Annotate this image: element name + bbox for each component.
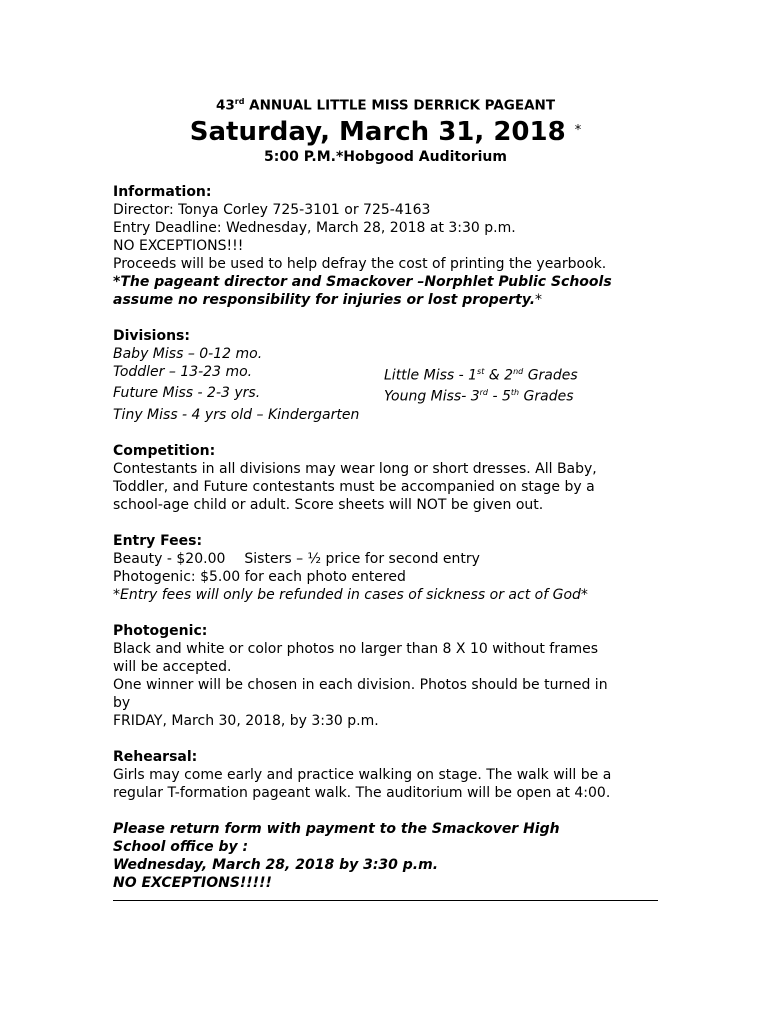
refund-policy: Entry fees will only be refunded in cases of sickness or act of God (120, 586, 581, 603)
fee-beauty: Beauty - $20.00 (113, 550, 226, 567)
photogenic-line-3: One winner will be chosen in each division. Photos should be turned in (113, 676, 608, 693)
disclaimer-asterisk: * (535, 291, 543, 308)
signature-rule (113, 900, 658, 901)
event-date-title (113, 116, 658, 147)
division-young-miss: Young Miss- 3rd - 5th Grades (384, 388, 574, 405)
pageant-flyer: 43rd ANNUAL LITTLE MISS DERRICK PAGEANT Saturday, March 31, 2018 * 5:00 P.M.*Hobgood Auditorium Information: Director: Tonya Corley 725-3101 or 725-4163 Entry Deadline: Wednesday, March 28, 2018 at 3:30 p.m. NO EXCEPTIONS!!! Proceeds will be used to help defray the cost of printing the yearbook. *The pageant director and Smackover –Norphlet Public Schools assume no responsibility for injuries or lost property.* Divisions: Baby Miss – 0-12 mo. Toddler – 13-23 mo. Little Miss - 1st & 2nd Grades Future Miss - 2-3 yrs. Young Miss- 3rd - 5th Grades Tiny Miss - 4 yrs old – Kindergarten Competition: Contestants in all divisions may wear long or short dresses. All Baby, Toddler, and Future contestants must be accompanied on stage by a school-age child or adult. Score sheets will NOT be given out. Entry Fees: Beauty - $20.00 Sisters – ½ price for second entry Photogenic: $5.00 for each photo entered *Entry fees will only be refunded in cases of sickness or act of God* Photogenic: Black and white or color photos no larger than 8 X 10 without frames will be accepted. One winner will be chosen in each division. Photos should be turned in by FRIDAY, March 30, 2018, by 3:30 p.m. Rehearsal: Girls may come early and practice walking on stage. The walk will be a regular T-formation pageant walk. The auditorium will be open at 4:00. Please return form with payment to the Smackover High School office by : Wednesday, March 28, 2018 by 3:30 p.m. NO EXCEPTIONS!!!!! (113, 92, 658, 892)
entry-deadline-line: Entry Deadline: Wednesday, March 28, 2018 at 3:30 p.m. (113, 219, 516, 236)
annual-superscript: rd (234, 97, 245, 106)
return-line-2: School office by : (113, 838, 249, 855)
event-time-place: 5:00 P.M.*Hobgood Auditorium (264, 148, 507, 165)
photogenic-line-4: by (113, 694, 131, 711)
rehearsal-line-1: Girls may come early and practice walking on stage. The walk will be a (113, 766, 612, 783)
competition-line-2: Toddler, and Future contestants must be accompanied on stage by a (113, 478, 595, 495)
division-little-miss: Little Miss - 1st & 2nd Grades (384, 366, 578, 384)
photogenic-line-2: will be accepted. (113, 658, 232, 675)
division-row-toddler-little (113, 363, 658, 385)
event-date: Saturday, March 31, 2018 (189, 116, 566, 147)
return-line-3: Wednesday, March 28, 2018 by 3:30 p.m. (113, 856, 439, 873)
photogenic-heading: Photogenic: (113, 622, 208, 639)
return-line-4: NO EXCEPTIONS!!!!! (113, 874, 272, 891)
divisions-heading: Divisions: (113, 327, 190, 344)
disclaimer-line-1: *The pageant director and Smackover –Norphlet Public Schools (113, 273, 612, 290)
fee-sisters: Sisters – ½ price for second entry (244, 550, 480, 567)
director-line: Director: Tonya Corley 725-3101 or 725-4163 (113, 201, 431, 218)
competition-line-3: school-age child or adult. Score sheets will NOT be given out. (113, 496, 544, 513)
competition-heading: Competition: (113, 442, 216, 459)
photogenic-line-5: FRIDAY, March 30, 2018, by 3:30 p.m. (113, 712, 379, 729)
annual-number: 43 (215, 97, 235, 114)
date-asterisk: * (574, 122, 582, 138)
entry-fees-heading: Entry Fees: (113, 532, 203, 549)
rehearsal-heading: Rehearsal: (113, 748, 198, 765)
division-tiny-miss: Tiny Miss - 4 yrs old – Kindergarten (113, 406, 360, 423)
annual-title-text: ANNUAL LITTLE MISS DERRICK PAGEANT (244, 97, 556, 114)
competition-line-1: Contestants in all divisions may wear long or short dresses. All Baby, (113, 460, 597, 477)
annual-title (113, 92, 658, 116)
photogenic-line-1: Black and white or color photos no larger than 8 X 10 without frames (113, 640, 599, 657)
no-exceptions-line: NO EXCEPTIONS!!! (113, 237, 244, 254)
return-line-1: Please return form with payment to the Smackover High (113, 820, 560, 837)
fee-photogenic: Photogenic: $5.00 for each photo entered (113, 568, 406, 585)
disclaimer-line-2: assume no responsibility for injuries or lost property. (113, 291, 536, 308)
fee-beauty-sisters (113, 550, 658, 568)
division-row-future-young (113, 384, 658, 406)
information-heading: Information: (113, 183, 212, 200)
proceeds-line: Proceeds will be used to help defray the cost of printing the yearbook. (113, 255, 607, 272)
division-baby-miss: Baby Miss – 0-12 mo. (113, 345, 263, 362)
division-future-miss: Future Miss - 2-3 yrs. (113, 385, 261, 402)
rehearsal-line-2: regular T-formation pageant walk. The auditorium will be open at 4:00. (113, 784, 611, 801)
division-toddler: Toddler – 13-23 mo. (113, 363, 253, 380)
